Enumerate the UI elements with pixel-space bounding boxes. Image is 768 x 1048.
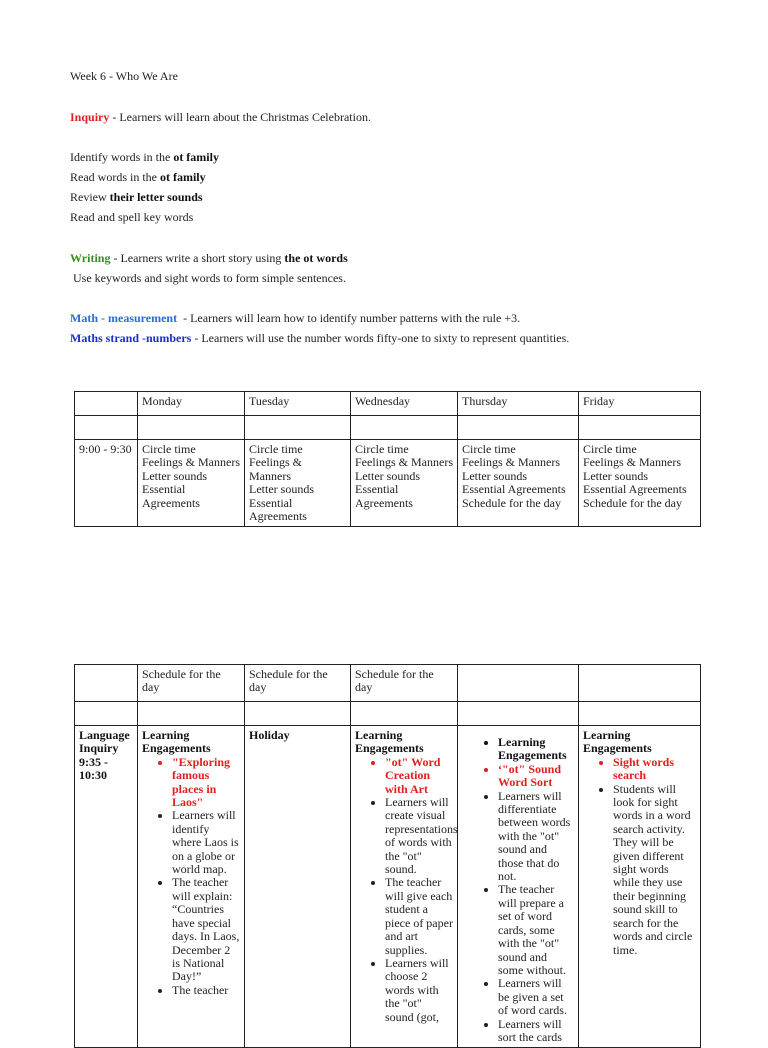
cell-line: Schedule for the day — [462, 495, 561, 510]
header-cell: Schedule for the day — [351, 665, 458, 702]
table-row — [75, 440, 701, 527]
table-cell — [351, 702, 458, 726]
table-cell — [75, 416, 138, 440]
cell-line: Essential — [142, 482, 186, 497]
objective-1 — [70, 150, 219, 164]
schedule-table-2 — [74, 664, 701, 1048]
table-cell — [579, 702, 701, 726]
table-row — [75, 726, 701, 1048]
table-cell — [75, 392, 138, 416]
list-item: • Learners will differentiate between words with the "ot" sound and those that do not. — [498, 790, 574, 884]
cell-line: Circle time — [355, 442, 409, 456]
table-cell — [458, 416, 579, 440]
day-header-monday: Monday — [138, 392, 245, 416]
inquiry-text: - Learners will learn about the Christmas Celebration. — [109, 110, 371, 124]
writing-bold: the ot words — [284, 251, 348, 265]
table-row — [75, 665, 701, 702]
list-item: • "ot" Word Creation with Art — [385, 756, 453, 796]
header-cell — [458, 665, 579, 702]
math-label: Math - measurement — [70, 311, 178, 325]
tuesday-activity-cell — [245, 726, 351, 1048]
cell-line: Essential Agreements — [583, 482, 687, 497]
list-item: • Learners will create visual representations of words with the "ot" sound. — [385, 796, 453, 876]
list-item: • Learners will identify where Laos is on a globe or world map. — [172, 809, 240, 876]
objective-bold: their letter sounds — [109, 190, 203, 204]
table-row — [75, 702, 701, 726]
objective-text: Read words in the — [70, 170, 160, 184]
time-cell: 9:00 - 9:30 — [75, 440, 138, 527]
table-row — [75, 416, 701, 440]
friday-cell — [579, 440, 701, 527]
row-label-line: Language — [79, 728, 130, 742]
table-cell — [138, 416, 245, 440]
table-cell — [75, 665, 138, 702]
activity-title: Engagements — [355, 741, 424, 756]
list-item: • Sight words search — [613, 756, 696, 783]
table-cell — [245, 416, 351, 440]
objective-bold: ot family — [173, 150, 219, 164]
objective-3 — [70, 190, 203, 204]
activity-title: Engagements — [142, 741, 211, 756]
friday-activity-cell — [579, 726, 701, 1048]
schedule-table-1 — [74, 391, 701, 527]
cell-line: Letter sounds — [142, 468, 207, 483]
activity-list — [462, 736, 574, 1044]
math-line — [70, 311, 520, 325]
list-item: • The teacher will explain: “Countries have special days. In Laos, December 2 is National Day!” — [172, 876, 240, 983]
maths-strand-text: - Learners will use the number words fifty-one to sixty to represent quantities. — [191, 331, 570, 345]
thursday-cell — [458, 440, 579, 527]
day-header-thursday: Thursday — [458, 392, 579, 416]
inquiry-label: Inquiry — [70, 110, 110, 124]
table-cell — [75, 702, 138, 726]
objective-text: Review — [70, 190, 110, 204]
objective-text: Identify words in the — [70, 150, 174, 164]
table-cell — [579, 416, 701, 440]
math-text: - Learners will learn how to identify number patterns with the rule +3. — [177, 311, 521, 325]
activity-title: Learning — [355, 728, 403, 742]
header-cell — [579, 665, 701, 702]
cell-line: Agreements — [355, 495, 413, 510]
cell-line: Feelings & Manners — [355, 455, 453, 470]
wednesday-cell — [351, 440, 458, 527]
objective-text: Read and spell key words — [70, 210, 194, 224]
table-cell — [458, 702, 579, 726]
cell-line: Essential Agreements — [462, 482, 566, 497]
day-header-wednesday: Wednesday — [351, 392, 458, 416]
writing-line-2: Use keywords and sight words to form simple sentences. — [70, 271, 346, 285]
cell-line: Letter sounds — [462, 468, 527, 483]
table-cell — [245, 702, 351, 726]
cell-line: Letter sounds — [249, 482, 314, 497]
cell-line: Feelings & Manners — [142, 455, 240, 470]
thursday-activity-cell — [458, 726, 579, 1048]
day-header-tuesday: Tuesday — [245, 392, 351, 416]
cell-line: Circle time — [462, 442, 516, 456]
activity-title: Learning — [583, 728, 631, 742]
list-item: • "Exploring famous places in Laos" — [172, 756, 240, 810]
header-cell: Schedule for the day — [138, 665, 245, 702]
cell-line: Letter sounds — [583, 468, 648, 483]
cell-line: Circle time — [583, 442, 637, 456]
activity-list — [355, 754, 458, 1024]
list-item: • Learners will sort the cards — [498, 1018, 574, 1045]
row-label-line: 10:30 — [79, 768, 107, 783]
cell-line: Letter sounds — [355, 468, 420, 483]
day-header-friday: Friday — [579, 392, 701, 416]
header-cell: Schedule for the day — [245, 665, 351, 702]
cell-line: Agreements — [249, 509, 307, 524]
list-item: • The teacher — [172, 984, 240, 997]
cell-line: Agreements — [142, 495, 200, 510]
row-label-line: 9:35 - — [79, 754, 108, 769]
monday-activity-cell — [138, 726, 245, 1048]
wednesday-activity-cell — [351, 726, 458, 1048]
row-label-line: Inquiry — [79, 741, 119, 756]
row-label-cell — [75, 726, 138, 1048]
list-item: • The teacher will prepare a set of word cards, some with the "ot" sound and some without. — [498, 883, 574, 977]
holiday-label: Holiday — [249, 728, 290, 742]
activity-title: Engagements — [583, 741, 652, 756]
cell-line: Feelings & Manners — [462, 455, 560, 470]
monday-cell — [138, 440, 245, 527]
cell-line: Circle time — [249, 442, 303, 456]
cell-line: Feelings & Manners — [583, 455, 681, 470]
table-cell — [351, 416, 458, 440]
activity-title: Learning — [142, 728, 190, 742]
writing-label: Writing — [70, 251, 111, 265]
inquiry-line — [70, 110, 371, 124]
tuesday-cell — [245, 440, 351, 527]
table-cell — [138, 702, 245, 726]
cell-line: Feelings & Manners — [249, 455, 302, 483]
objective-2 — [70, 170, 206, 184]
table-row — [75, 392, 701, 416]
activity-list — [142, 756, 240, 997]
writing-line — [70, 251, 348, 265]
week-title: Week 6 - Who We Are — [70, 69, 178, 83]
list-item: • The teacher will give each student a piece of paper and art supplies. — [385, 876, 453, 956]
cell-line: Circle time — [142, 442, 196, 456]
cell-line: Essential — [249, 495, 293, 510]
maths-strand-line — [70, 331, 569, 345]
objective-4 — [70, 210, 193, 224]
writing-text: - Learners write a short story using — [110, 251, 285, 265]
list-item: • Learners will be given a set of word cards. — [498, 977, 574, 1017]
activity-list — [583, 756, 696, 957]
maths-strand-label: Maths strand -numbers — [70, 331, 192, 345]
list-item: • Students will look for sight words in a word search activity. They will be given different sight words while they use their beginning sound skill to search for the words and circle time. — [613, 783, 696, 957]
cell-line: Essential — [355, 482, 399, 497]
list-item: • Learners will choose 2 words with the "ot" sound (got, — [385, 957, 453, 1024]
list-item: • ‘"ot" Sound Word Sort — [498, 763, 574, 790]
cell-line: Schedule for the day — [583, 495, 682, 510]
list-item: • Learning Engagements — [498, 736, 574, 763]
objective-bold: ot family — [159, 170, 206, 184]
